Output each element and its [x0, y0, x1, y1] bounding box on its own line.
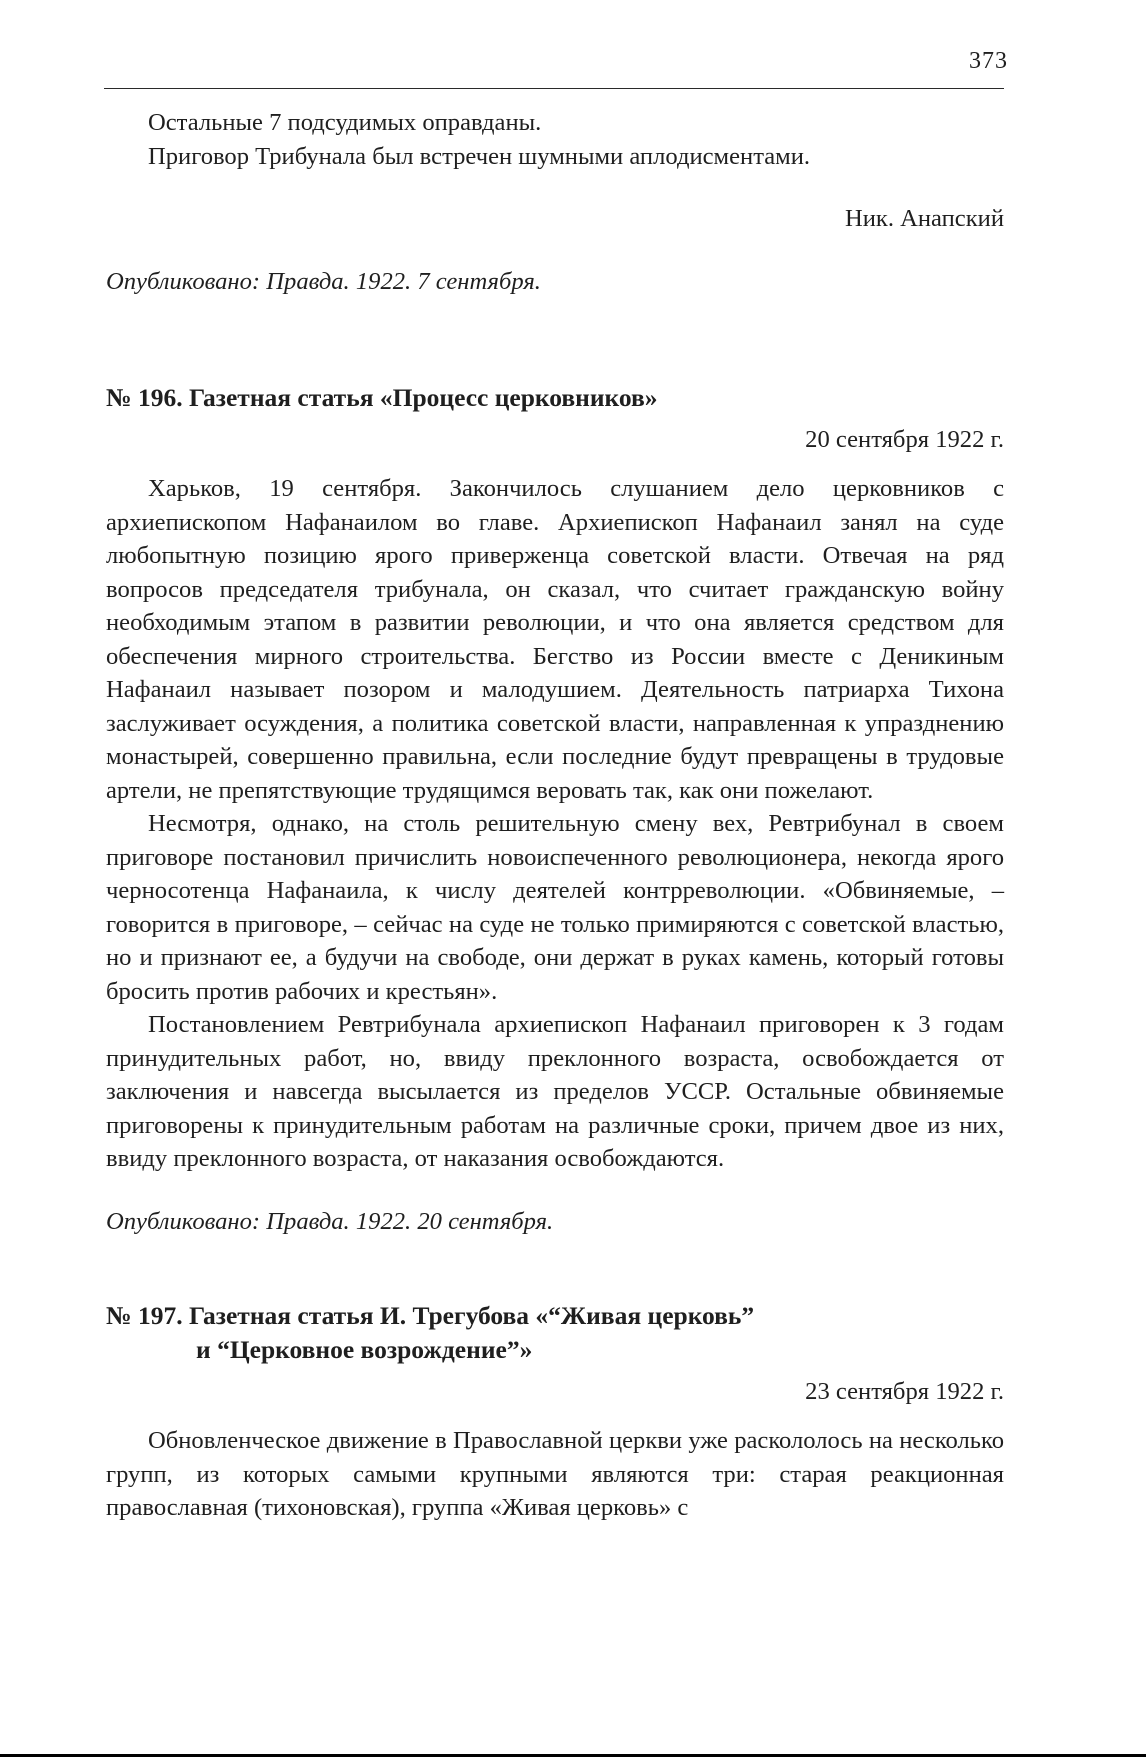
document-196-paragraph-2: Несмотря, однако, на столь решительную смену вех, Ревтрибунал в своем приговоре постановил причислить новоиспеченного революционера, некогда ярого черносотенца Нафанаила, к числу деятелей контрреволюции. «Обвиняемые, – говорится в приговоре, – сейчас на суде не только примиряются с советской властью, но и признают ее, а будучи на свободе, они держат в руках камень, который готовы бросить против рабочих и крестьян».: [106, 810, 1004, 1005]
document-196-heading: № 196. Газетная статья «Процесс церковников»: [106, 382, 658, 412]
document-196-paragraph-3: Постановлением Ревтрибунала архиепископ Нафанаил приговорен к 3 годам принудительных работ, но, ввиду преклонного возраста, освобождается от заключения и навсегда высылается из пределов УССР. Остальные обвиняемые приговорены к принудительным работам на различные сроки, причем двое из них, ввиду преклонного возраста, от наказания освобождаются.: [106, 1011, 1004, 1173]
page-number: 373: [969, 48, 1008, 74]
page-content: [106, 106, 1004, 1525]
document-197-heading-line-2: и “Церковное возрождение”»: [196, 1334, 533, 1364]
document-196-date: 20 сентября 1922 г.: [805, 425, 1004, 453]
document-197-paragraph-1: Обновленческое движение в Православной церкви уже раскололось на несколько групп, из которых самыми крупными являются три: старая реакционная православная (тихоновская), группа «Живая церковь» с: [106, 1427, 1004, 1522]
intro-line-2: Приговор Трибунала был встречен шумными аплодисментами.: [148, 142, 811, 170]
header-rule: [104, 88, 1004, 89]
document-197-date: 23 сентября 1922 г.: [805, 1377, 1004, 1405]
document-197-heading-line-1: № 197. Газетная статья И. Трегубова «“Живая церковь”: [106, 1300, 755, 1330]
intro-line-1: Остальные 7 подсудимых оправданы.: [148, 109, 542, 136]
document-196-paragraph-1: Харьков, 19 сентября. Закончилось слушанием дело церковников с архиепископом Нафанаилом во главе. Архиепископ Нафанаил занял на суде любопытную позицию ярого приверженца советской власти. Отвечая на ряд вопросов председателя трибунала, он сказал, что считает гражданскую войну необходимым этапом в развитии революции, и что она является средством для обеспечения мирного строительства. Бегство из России вместе с Деникиным Нафанаил называет позором и малодушием. Деятельность патриарха Тихона заслуживает осуждения, а политика советской власти, направленная к упразднению монастырей, совершенно правильна, если последние будут превращены в трудовые артели, не препятствующие трудящимся веровать так, как они пожелают.: [106, 475, 1004, 804]
publication-source-2: Опубликовано: Правда. 1922. 20 сентября.: [106, 1207, 554, 1235]
author-signature: Ник. Анапский: [844, 205, 1004, 232]
publication-source-1: Опубликовано: Правда. 1922. 7 сентября.: [106, 267, 541, 295]
